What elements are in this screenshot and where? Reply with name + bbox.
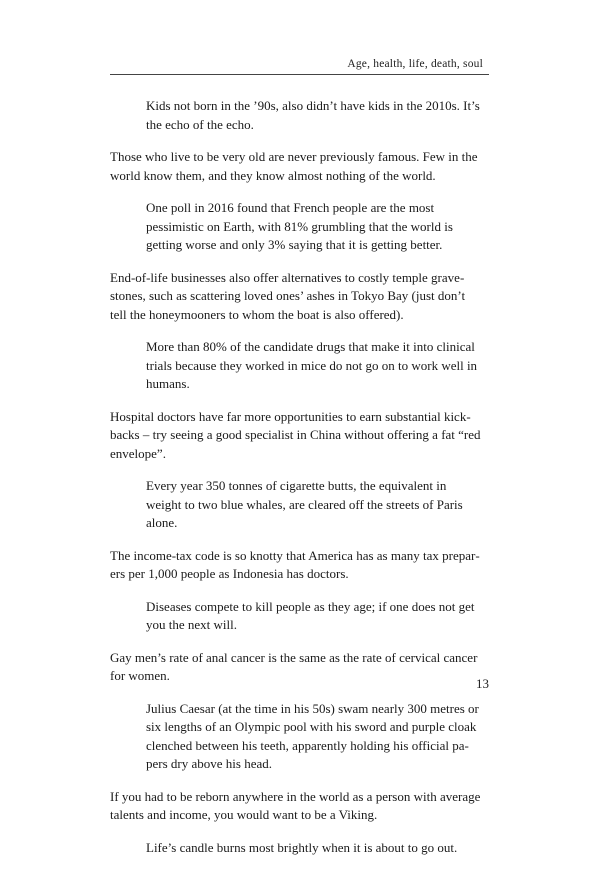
page-body [110, 97, 484, 871]
paragraph-6: Hospital doctors have far more opportunities to earn substantial kickbacks – try seeing a good specialist in China without offering a fat “red envelope”. [110, 408, 481, 461]
paragraph-1: Kids not born in the ’90s, also didn’t have kids in the 2010s. It’s the echo of the echo. [146, 98, 480, 132]
paragraph-5: More than 80% of the candidate drugs that make it into clinical trials because they worked in mice do not go on to work well in humans. [146, 339, 478, 391]
paragraph-7: Every year 350 tonnes of cigarette butts, the equivalent in weight to two blue whales, are cleared off the streets of Paris alone. [146, 478, 463, 530]
paragraph-3: One poll in 2016 found that French people are the most pessimistic on Earth, with 81% grumbling that the world is getting worse and only 3% saying that it is getting better. [146, 200, 453, 252]
paragraph-4: End-of-life businesses also offer alternatives to costly temple gravestones, such as scattering loved ones’ ashes in Tokyo Bay (just don’t tell the honeymooners to whom the boat is also offered). [110, 269, 466, 322]
paragraph-2: Those who live to be very old are never previously famous. Few in the world know them, and they know almost nothing of the world. [110, 149, 478, 183]
paragraph-10: Gay men’s rate of anal cancer is the same as the rate of cervical cancer for women. [110, 649, 478, 683]
paragraph-13: Life’s candle burns most brightly when it is about to go out. [146, 839, 458, 855]
paragraph-11: Julius Caesar (at the time in his 50s) swam nearly 300 metres or six lengths of an Olympic pool with his sword and purple cloak clenched between his teeth, apparently holding his official papers dry above his head. [146, 700, 479, 771]
running-head-title: Age, health, life, death, soul [347, 58, 483, 70]
paragraph-9: Diseases compete to kill people as they age; if one does not get you the next will. [146, 598, 475, 632]
paragraph-8: The income-tax code is so knotty that America has as many tax preparers per 1,000 people as Indonesia has doctors. [110, 547, 480, 581]
page-number: 13 [476, 676, 489, 691]
header-rule [110, 74, 489, 75]
paragraph-12: If you had to be reborn anywhere in the world as a person with average talents and income, you would want to be a Viking. [110, 788, 481, 822]
